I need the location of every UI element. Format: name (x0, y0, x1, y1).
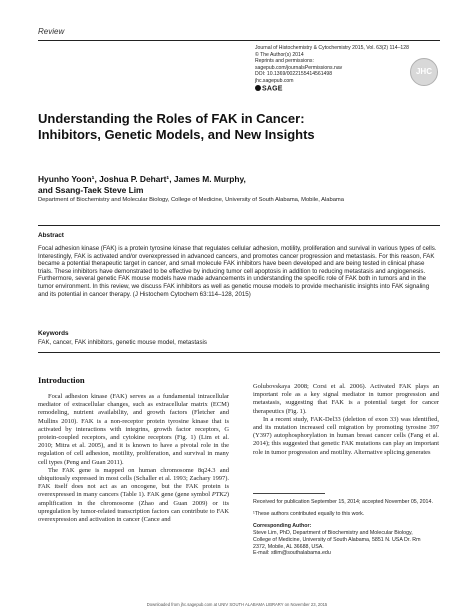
left-column (38, 393, 229, 524)
journal-info (255, 45, 435, 85)
intro-paragraph-continued: Golubovskaya 2008; Corsi et al. 2006). Activated FAK plays an important role as a key signal mediator in tumor progression and metastasis, suggesting that FAK is a potential target for cancer therapeutics (Fig. 1). (253, 383, 439, 415)
corresponding-author-line-2: College of Medicine, University of South Alabama, 5851 N. USA Dr. Rm (253, 536, 421, 543)
abstract-bottom-rule (38, 352, 440, 353)
author-list (38, 174, 438, 196)
abstract-top-rule (38, 225, 440, 226)
intro-paragraph-3: In a recent study, FAK-Del33 (deletion of exon 33) was identified, and its mutation increased cell migration by promoting tyrosine 397 (Y397) autophosphorylation in human breast cancer cells (Fang et al. 2014); this suggested that genetic FAK mutations can play an important role in tumor progression and motility. Alternative splicing generates (253, 415, 439, 456)
keywords-heading: Keywords (38, 330, 69, 337)
title-line-2: Inhibitors, Genetic Models, and New Insights (38, 127, 315, 142)
intro-paragraph-1: Focal adhesion kinase (FAK) serves as a fundamental intracellular mediator of extracellular changes, such as extracellular matrix (ECM) remodeling, nutrient availability, and growth factors (Fletcher and Mullins 2010). FAK is a non-receptor protein tyrosine kinase that is activated by interactions with integrins, growth factor receptors, G protein-coupled receptors, and cytokine receptors (Fig. 1) (Lim et al. 2010; Mitra et al. 2005), and it is known to have a pivotal role in the regulation of cell adhesion, motility, proliferation, and survival in many cell types (Peng and Guan 2011). (38, 393, 229, 466)
copyright: © The Author(s) 2014 (255, 51, 304, 58)
reprints-label: Reprints and permissions: (255, 58, 314, 65)
corresponding-author-line-3: 2372, Mobile, AL 36688, USA. (253, 543, 324, 550)
received-note: Received for publication September 15, 2014; accepted November 05, 2014. (253, 499, 433, 505)
sage-mark-icon (255, 85, 261, 91)
permissions-link[interactable]: sagepub.com/journalsPermissions.nav (255, 64, 343, 71)
footnotes (253, 499, 439, 557)
keywords-text: FAK, cancer, FAK inhibitors, genetic mouse model, metastasis (38, 339, 207, 346)
article-title (38, 111, 438, 143)
title-line-1: Understanding the Roles of FAK in Cancer: (38, 111, 305, 126)
intro-paragraph-2: The FAK gene is mapped on human chromosome 8q24.3 and ubiquitously expressed in most cells (Schaller et al. 1993; Zachary 1997). FAK itself does not act as an oncogene, but the FAK protein is overexpressed in many cancers (Table 1). FAK gene (gene symbol PTK2) amplification in the chromosome (Zhao and Guan 2009) or its upregulation by tumor-related transcription factors can contribute to FAK overexpression and activation in cancer (Cance and (38, 466, 229, 524)
affiliation: Department of Biochemistry and Molecular Biology, College of Medicine, University of South Alabama, Mobile, Alabama (38, 197, 344, 203)
abstract-heading: Abstract (38, 232, 64, 239)
footnote-rule (253, 493, 325, 494)
corresponding-author-line-1: Steve Lim, PhD, Department of Biochemistry and Molecular Biology, (253, 529, 413, 536)
authors-line-2: and Ssang-Taek Steve Lim (38, 185, 144, 195)
equal-contribution-note: ¹These authors contributed equally to this work. (253, 510, 365, 517)
sage-logo: SAGE (255, 85, 283, 93)
corresponding-author-email[interactable]: E-mail: stlim@southalabama.edu (253, 550, 331, 557)
corresponding-author-heading: Corresponding Author: (253, 522, 312, 529)
doi: DOI: 10.1369/0022155414561498 (255, 71, 333, 78)
section-label: Review (38, 27, 65, 36)
right-column (253, 383, 439, 457)
jhc-logo: JHC (410, 58, 438, 86)
journal-citation: Journal of Histochemistry & Cytochemistry 2015, Vol. 63(2) 114–128 (255, 45, 409, 51)
gene-symbol: PTK2 (211, 491, 227, 499)
introduction-heading: Introduction (38, 375, 85, 385)
header-rule (38, 40, 440, 41)
journal-url[interactable]: jhc.sagepub.com (255, 77, 294, 84)
download-notice: Downloaded from jhc.sagepub.com at UNIV SOUTH ALABAMA LIBRARY on November 23, 2015 (146, 602, 328, 607)
authors-line-1: Hyunho Yoon¹, Joshua P. Dehart¹, James M. Murphy, (38, 174, 246, 184)
abstract-text: Focal adhesion kinase (FAK) is a protein tyrosine kinase that regulates cellular adhesion, motility, proliferation and survival in various types of cells. Interestingly, FAK is activated and/or overexpressed in advanced cancers, and promotes cancer progression and metastasis. For this reason, FAK became a potential therapeutic target in cancer, and small molecule FAK inhibitors have been developed and are being tested in clinical phase trials. These inhibitors have demonstrated to be effective by inducing tumor cell apoptosis in addition to reducing metastasis and angiogenesis. Furthermore, several genetic FAK mouse models have made advancements in understanding the specific role of FAK both in tumors and in the tumor environment. In this review, we discuss FAK inhibitors as well as genetic mouse models to provide mechanistic insights into FAK signaling and its potential in cancer therapy. (J Histochem Cytochem 63:114–128, 2015) (38, 245, 437, 298)
